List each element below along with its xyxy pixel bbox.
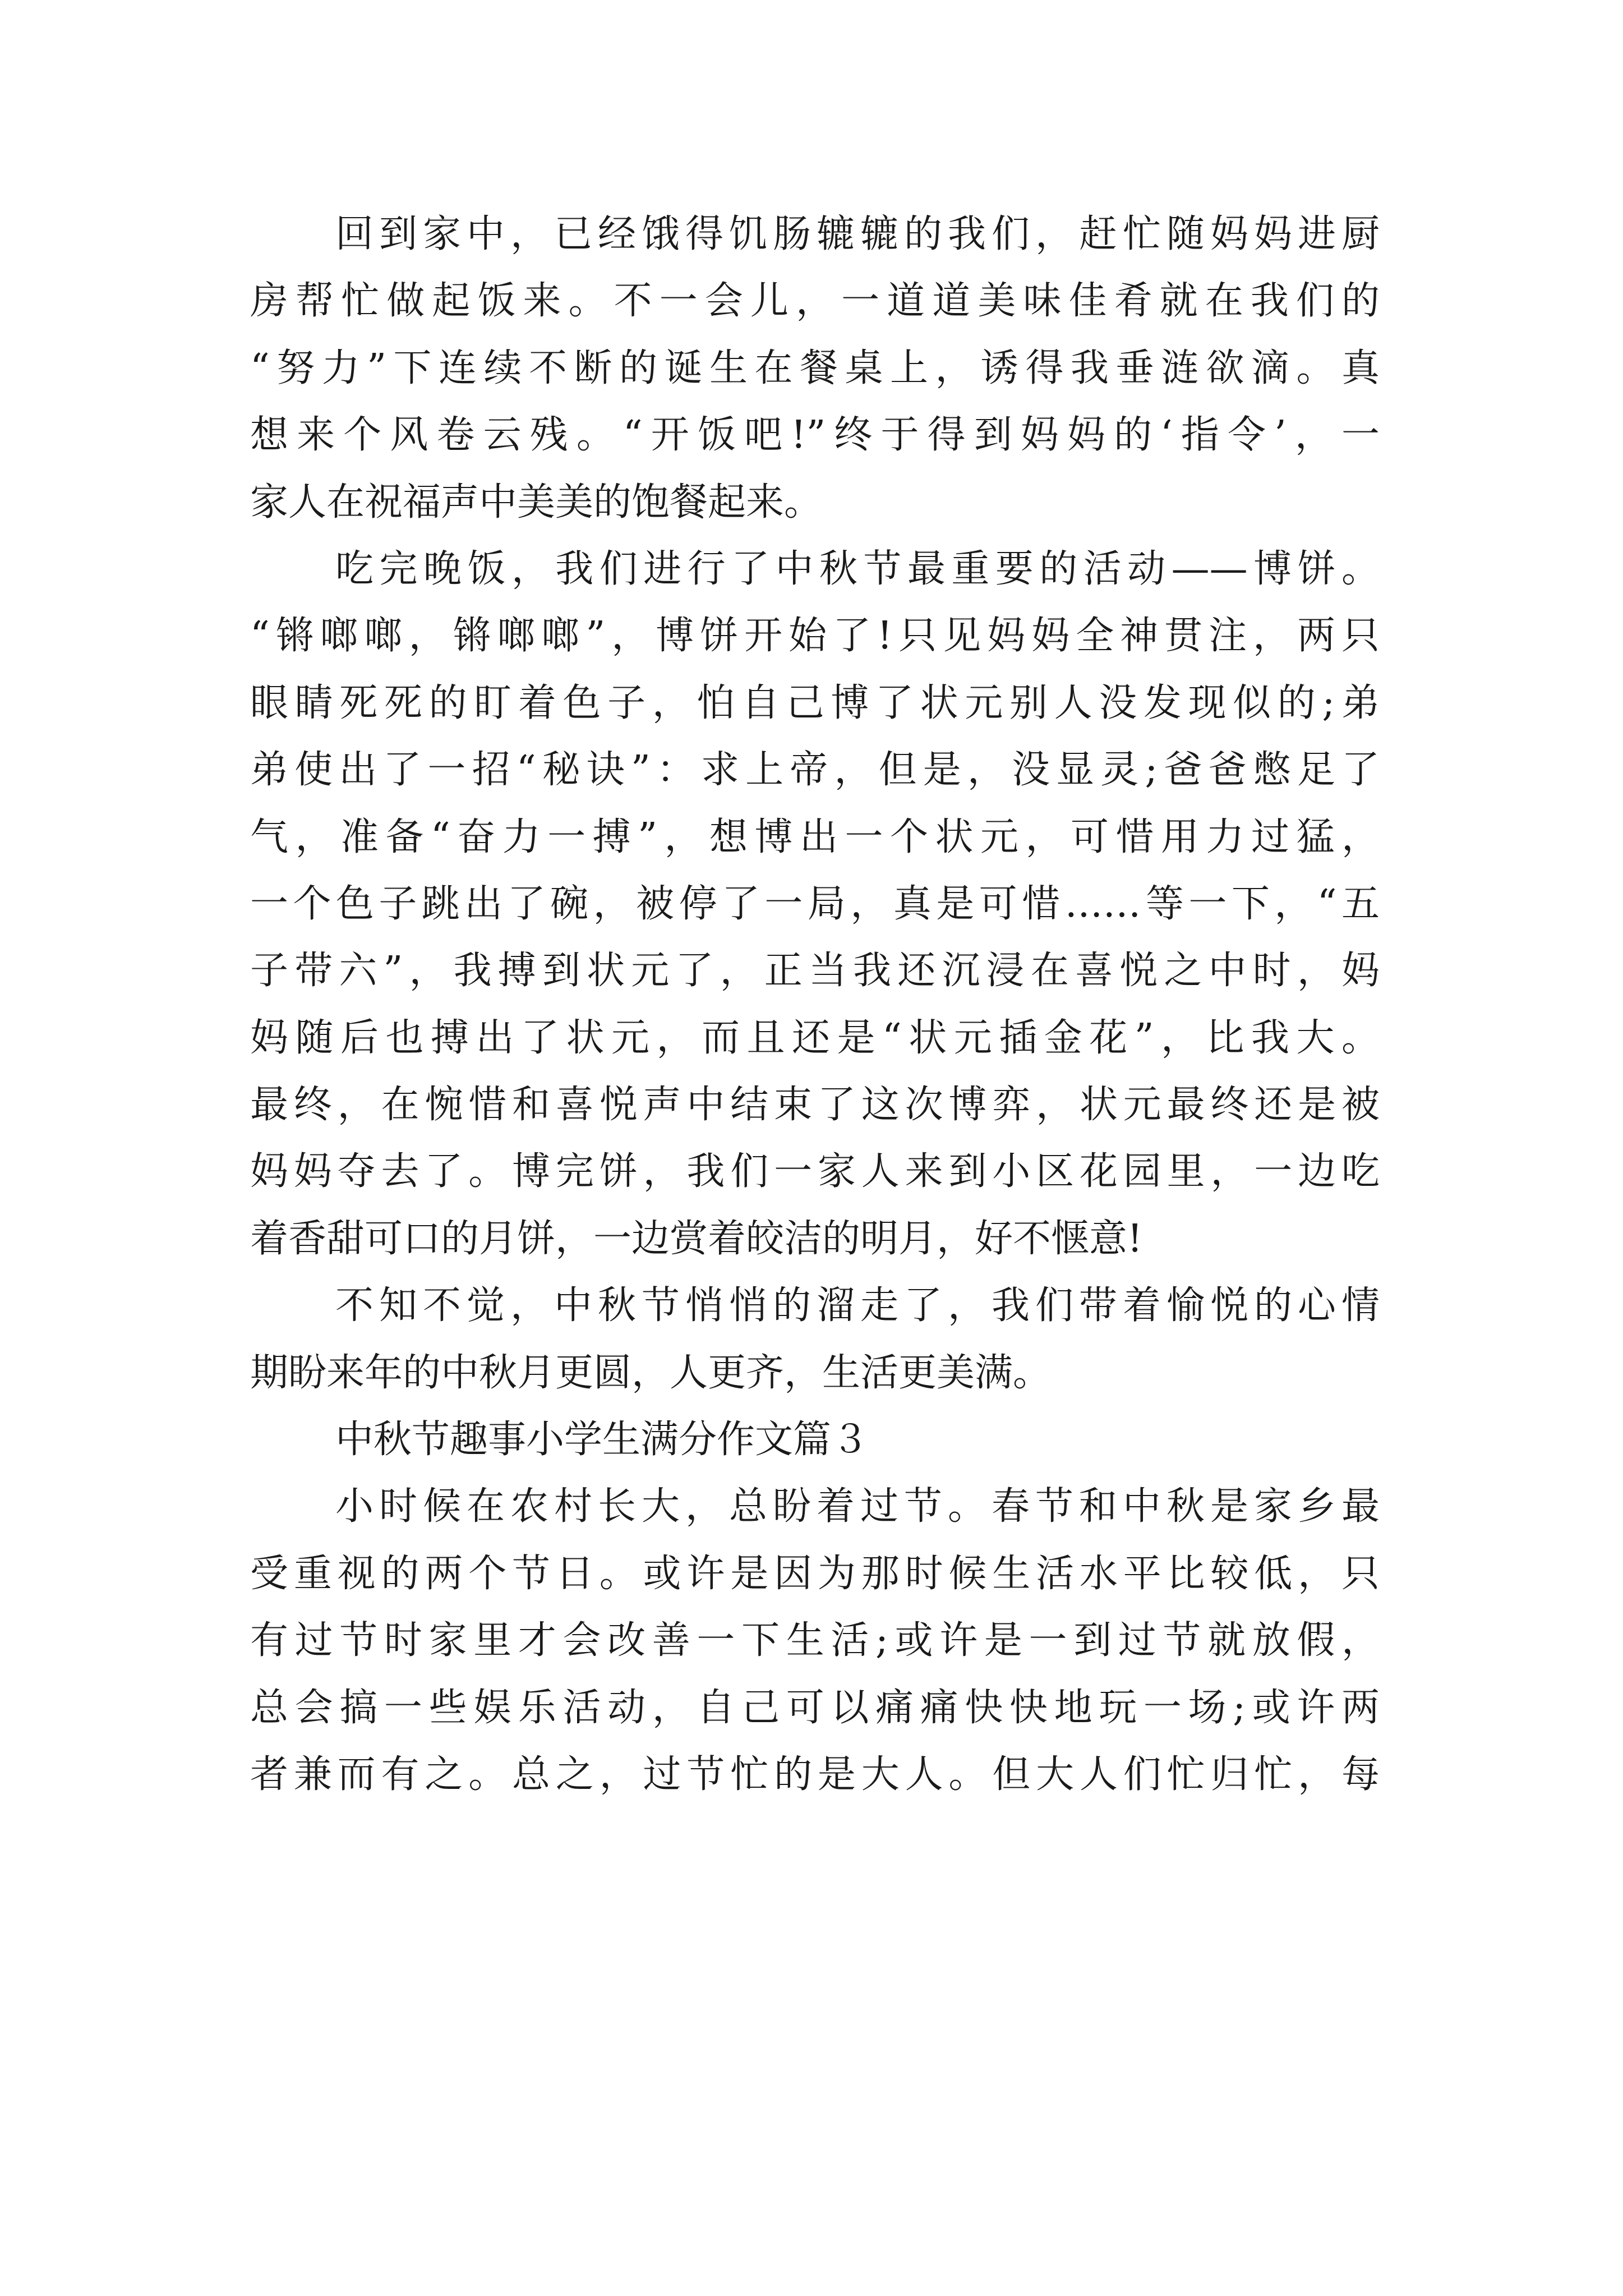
- text-line: “努力”下连续不断的诞生在餐桌上，诱得我垂涟欲滴。真: [250, 346, 1380, 390]
- text-line: 吃完晚饭，我们进行了中秋节最重要的活动——博饼。: [335, 546, 1380, 591]
- text-line: 着香甜可口的月饼，一边赏着皎洁的明月，好不惬意!: [250, 1216, 1143, 1261]
- text-line: 一个色子跳出了碗，被停了一局，真是可惜……等一下，“五: [250, 881, 1380, 926]
- text-line: 总会搞一些娱乐活动，自己可以痛痛快快地玩一场;或许两: [250, 1685, 1380, 1730]
- text-line: 家人在祝福声中美美的饱餐起来。: [250, 480, 823, 524]
- text-line: 弟使出了一招“秘诀”：求上帝，但是，没显灵;爸爸憋足了: [250, 748, 1380, 793]
- text-line: 最终，在惋惜和喜悦声中结束了这次博弈，状元最终还是被: [250, 1083, 1380, 1128]
- text-line: 回到家中，已经饿得饥肠辘辘的我们，赶忙随妈妈进厨: [335, 212, 1380, 256]
- text-line: 小时候在农村长大，总盼着过节。春节和中秋是家乡最: [335, 1484, 1380, 1529]
- text-line: 想来个风卷云残。“开饭吧!”终于得到妈妈的‘指令’，一: [250, 413, 1380, 458]
- body-text: [250, 201, 1380, 1808]
- text-line: 受重视的两个节日。或许是因为那时候生活水平比较低，只: [250, 1551, 1380, 1596]
- text-line: 妈妈夺去了。博完饼，我们一家人来到小区花园里，一边吃: [250, 1149, 1380, 1194]
- text-line: 气，准备“奋力一搏”，想博出一个状元，可惜用力过猛，: [250, 815, 1380, 859]
- text-line: 子带六”，我搏到状元了，正当我还沉浸在喜悦之中时，妈: [250, 949, 1380, 993]
- text-line: 期盼来年的中秋月更圆，人更齐，生活更美满。: [250, 1350, 1052, 1395]
- text-line: “锵啷啷，锵啷啷”，博饼开始了!只见妈妈全神贯注，两只: [250, 614, 1380, 659]
- section-heading: 中秋节趣事小学生满分作文篇３: [335, 1418, 870, 1462]
- text-line: 有过节时家里才会改善一下生活;或许是一到过节就放假，: [250, 1618, 1380, 1663]
- text-line: 妈随后也搏出了状元，而且还是“状元插金花”，比我大。: [250, 1015, 1380, 1060]
- text-line: 房帮忙做起饭来。不一会儿，一道道美味佳肴就在我们的: [250, 279, 1380, 324]
- text-line: 不知不觉，中秋节悄悄的溜走了，我们带着愉悦的心情: [335, 1283, 1380, 1328]
- text-line: 眼睛死死的盯着色子，怕自己博了状元别人没发现似的;弟: [250, 680, 1380, 725]
- text-line: 者兼而有之。总之，过节忙的是大人。但大人们忙归忙，每: [250, 1752, 1380, 1797]
